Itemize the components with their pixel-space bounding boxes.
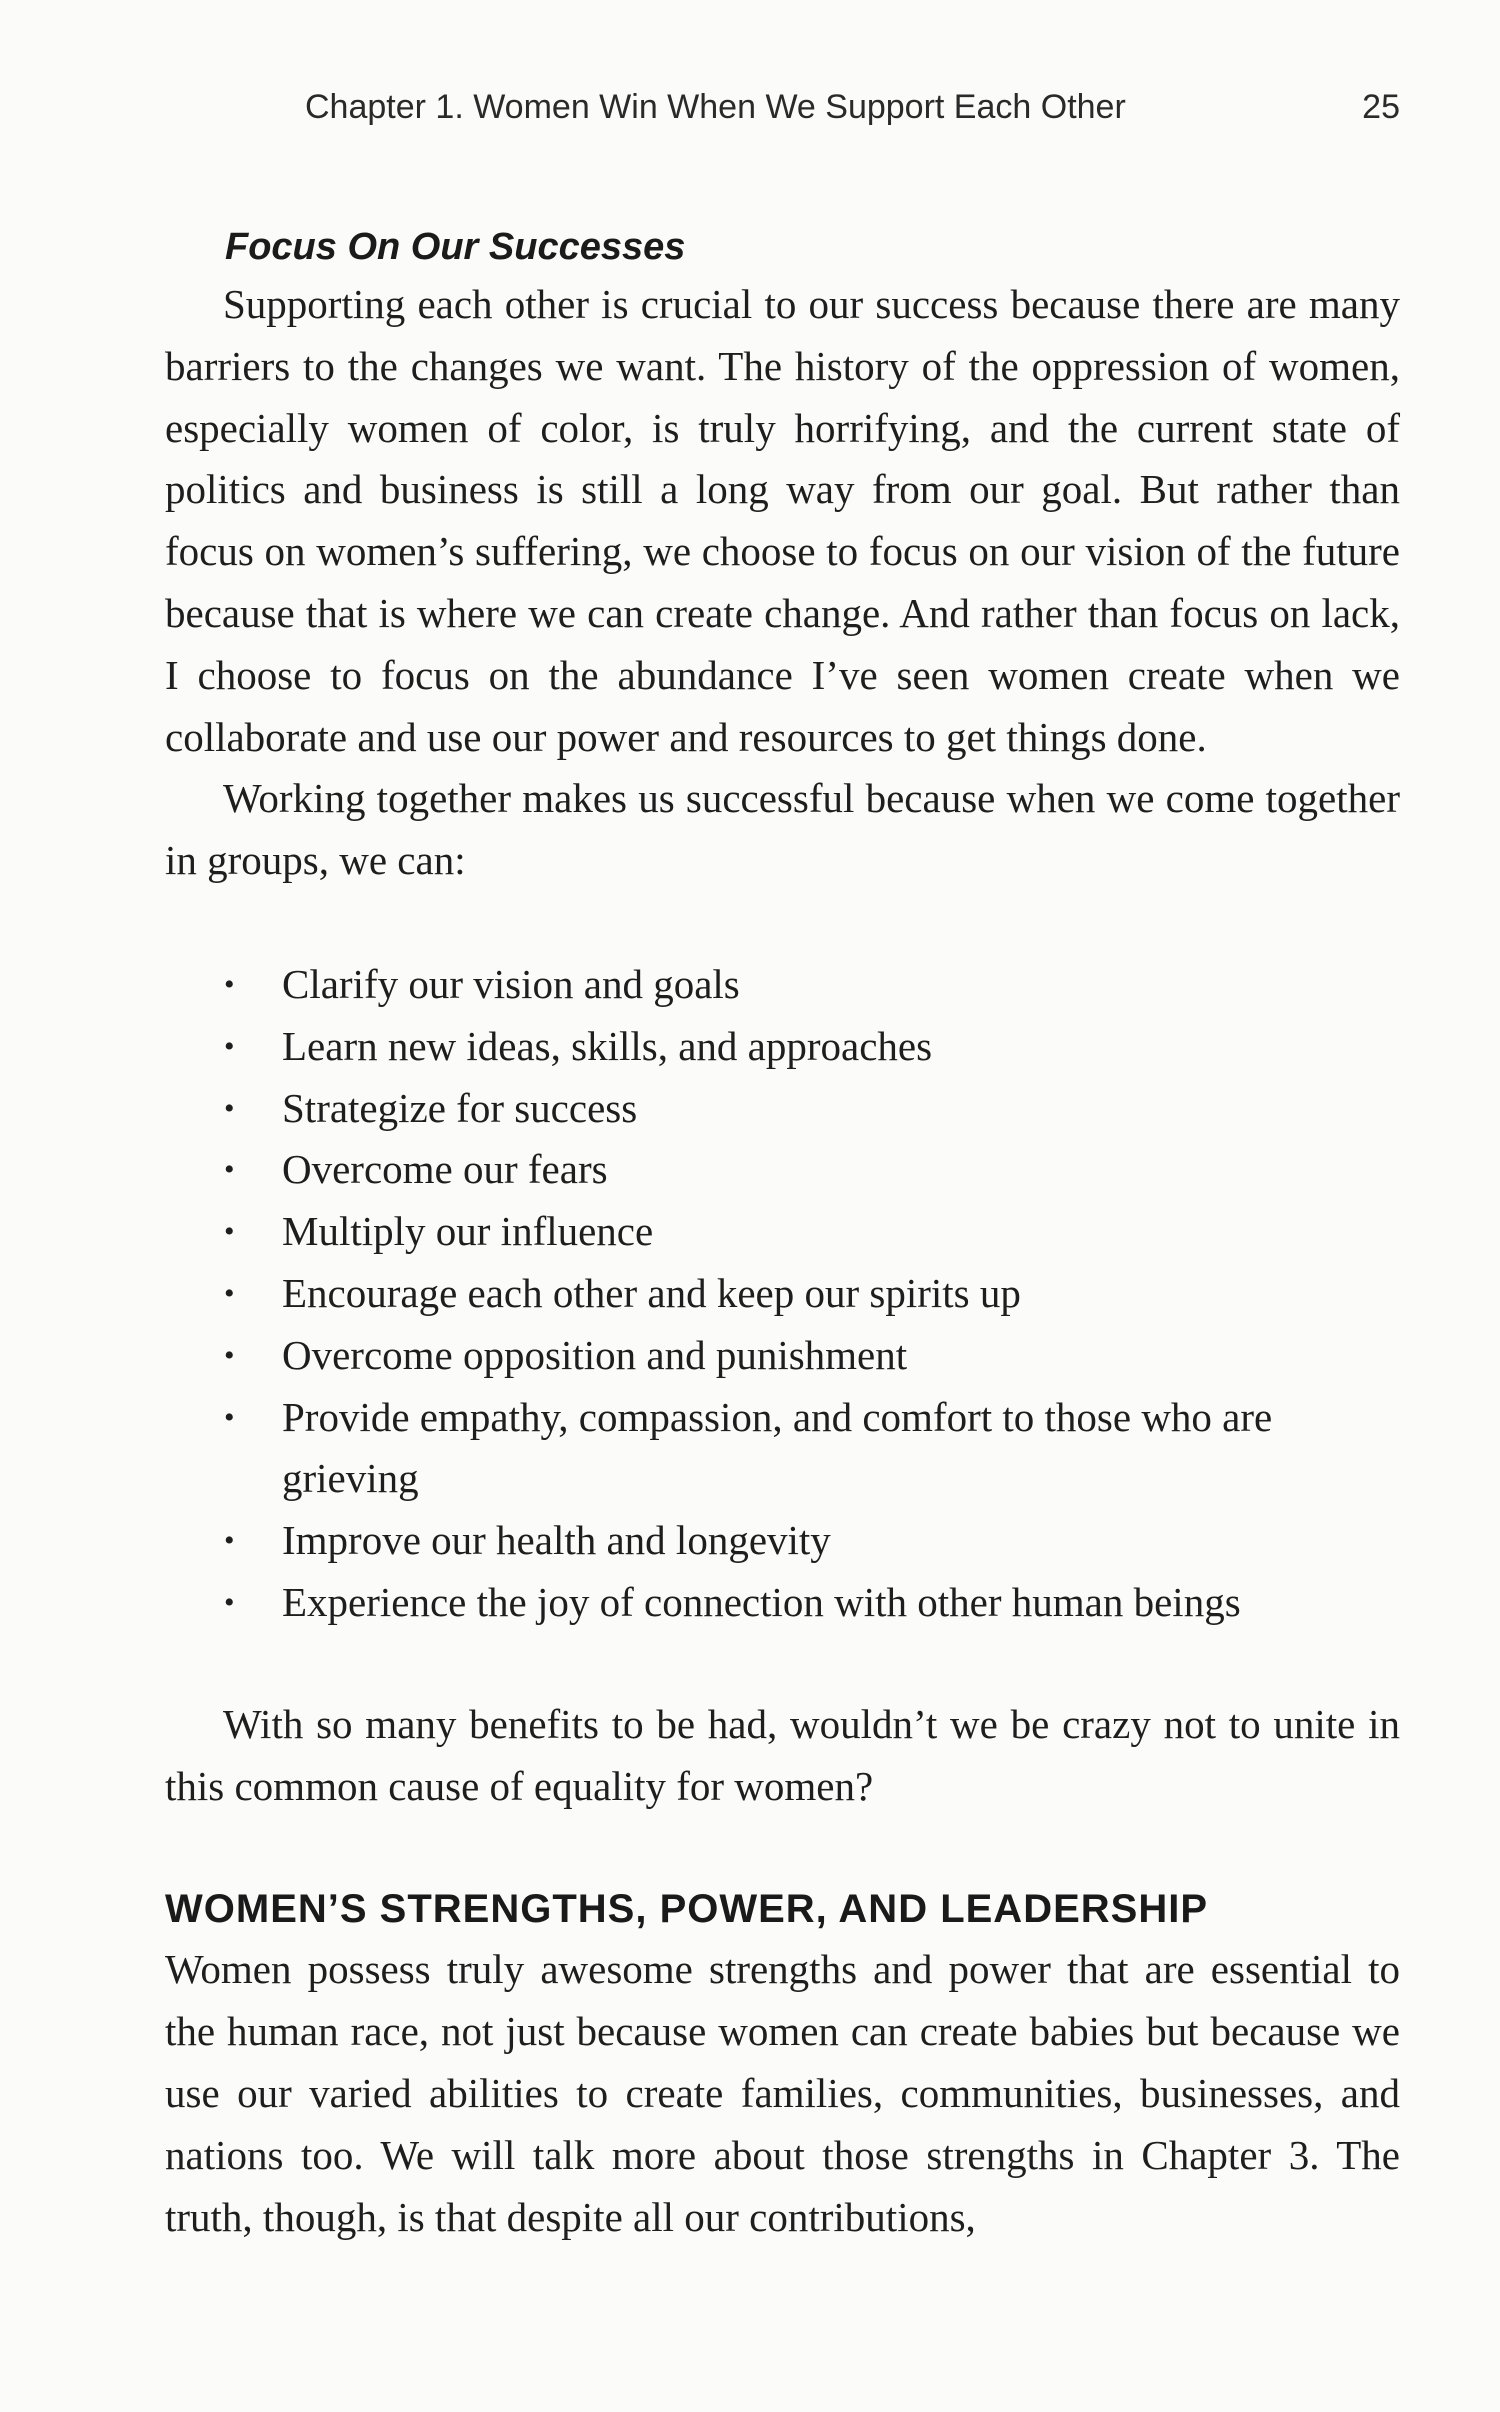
bullet-icon: • [224, 1153, 235, 1187]
paragraph: With so many benefits to be had, wouldn’t we be crazy not to unite in this common cause of equality for women? [165, 1700, 1400, 1809]
subheading: Focus On Our Successes [225, 226, 686, 268]
running-header [305, 88, 1400, 138]
bullet-icon: • [224, 1585, 235, 1619]
list-item [224, 1510, 1400, 1572]
list-item-text: Encourage each other and keep our spirits up [282, 1269, 1021, 1316]
list-item [224, 1263, 1400, 1325]
bullet-icon: • [224, 1091, 235, 1125]
bullet-icon: • [224, 1400, 235, 1434]
list-item [224, 954, 1400, 1016]
bullet-icon: • [224, 1215, 235, 1249]
list-item-text: Improve our health and longevity [282, 1517, 831, 1564]
list-item [224, 1572, 1400, 1634]
list-item-text: Overcome our fears [282, 1146, 608, 1193]
list-item [224, 1016, 1400, 1078]
paragraph: Supporting each other is crucial to our success because there are many barriers to the changes we want. The history of the oppression of women, especially women of color, is truly horrifying, and the current state of politics and business is still a long way from our goal. But rather than focus on women’s suffering, we choose to focus on our vision of the future because that is where we can create change. And rather than focus on lack, I choose to focus on the abundance I’ve seen women create when we collaborate and use our power and resources to get things done. [165, 281, 1400, 760]
chapter-title: Chapter 1. Women Win When We Support Each Other [305, 88, 1126, 126]
bullet-icon: • [224, 1276, 235, 1310]
list-item-text: Multiply our influence [282, 1208, 654, 1255]
list-item-text: Provide empathy, compassion, and comfort to those who are grieving [282, 1393, 1273, 1502]
bullet-icon: • [224, 1029, 235, 1063]
bullet-icon: • [224, 1338, 235, 1372]
list-item [224, 1325, 1400, 1387]
list-item-text: Experience the joy of connection with other human beings [282, 1578, 1241, 1625]
list-item-text: Strategize for success [282, 1084, 638, 1131]
page-number: 25 [1362, 88, 1400, 126]
list-item-text: Clarify our vision and goals [282, 960, 740, 1007]
list-item-text: Overcome opposition and punishment [282, 1331, 908, 1378]
bullet-icon: • [224, 1524, 235, 1558]
list-item [224, 1387, 1400, 1511]
bullet-list [165, 954, 1400, 1634]
body-text [165, 220, 1400, 2248]
paragraph: Working together makes us successful because when we come together in groups, we can: [165, 775, 1400, 884]
section-heading: WOMEN’S STRENGTHS, POWER, AND LEADERSHIP [165, 1887, 1209, 1932]
list-item [224, 1139, 1400, 1201]
list-item [224, 1201, 1400, 1263]
list-item [224, 1078, 1400, 1140]
bullet-icon: • [224, 967, 235, 1001]
list-item-text: Learn new ideas, skills, and approaches [282, 1022, 933, 1069]
paragraph: Women possess truly awesome strengths and power that are essential to the human race, not just because women can create babies but because we use our varied abilities to create families, communities, businesses, and nations too. We will talk more about those strengths in Chapter 3. The truth, though, is that despite all our contributions, [165, 1946, 1400, 2240]
